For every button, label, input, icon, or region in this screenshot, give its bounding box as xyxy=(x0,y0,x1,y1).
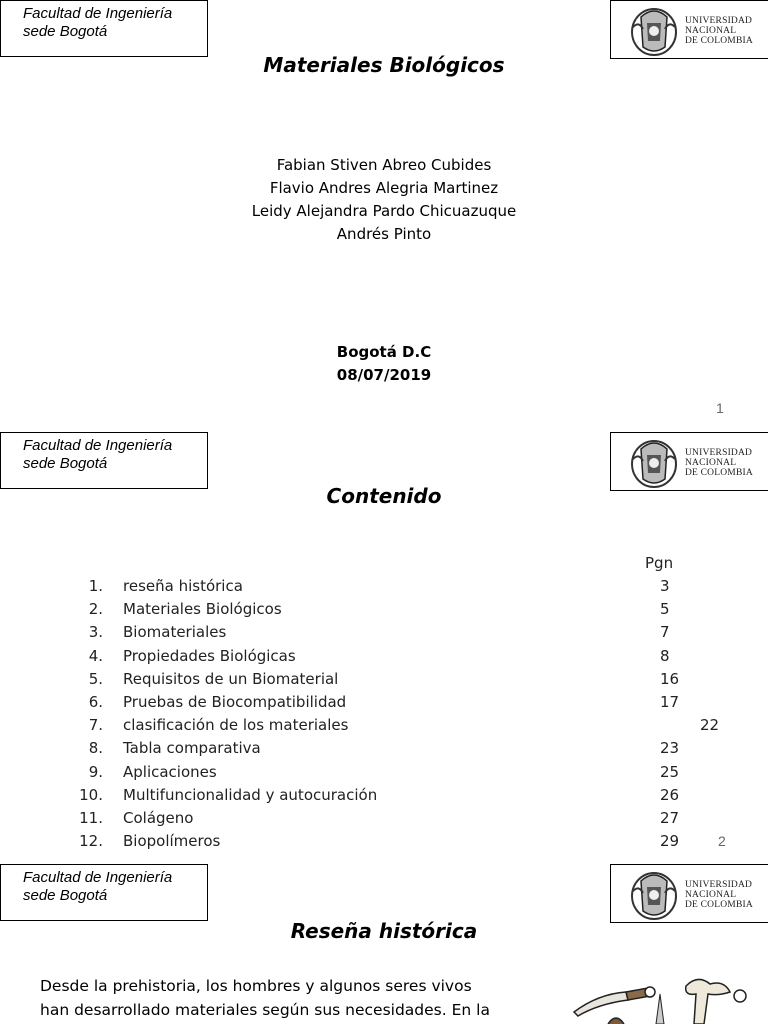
toc-label: Aplicaciones xyxy=(123,763,217,781)
author: Flavio Andres Alegria Martinez xyxy=(269,179,499,197)
slide-title: Contenido xyxy=(326,484,442,508)
toc-label: Requisitos de un Biomaterial xyxy=(123,670,339,688)
toc-number: 12. xyxy=(79,832,103,850)
logo-line1: UNIVERSIDAD xyxy=(685,448,753,458)
place: Bogotá D.C xyxy=(336,343,432,361)
logo-line2: NACIONAL xyxy=(685,26,737,36)
toc-page-header: Pgn xyxy=(645,554,674,572)
toc-label: Propiedades Biológicas xyxy=(123,647,296,665)
toc-number: 1. xyxy=(88,577,103,595)
toc-page: 26 xyxy=(660,786,680,804)
toc-row xyxy=(0,577,768,600)
toc-page: 22 xyxy=(700,716,720,734)
toc-number: 4. xyxy=(88,647,103,665)
toc-row xyxy=(0,693,768,716)
faculty-box xyxy=(0,0,208,57)
toc-label: Multifuncionalidad y autocuración xyxy=(123,786,378,804)
toc-number: 6. xyxy=(88,693,103,711)
slide-number: 1 xyxy=(716,400,724,416)
faculty-box xyxy=(0,432,208,489)
logo-line3: DE COLOMBIA xyxy=(685,468,753,478)
toc-page: 17 xyxy=(660,693,680,711)
faculty-line2: sede Bogotá xyxy=(23,23,108,40)
toc-label: Pruebas de Biocompatibilidad xyxy=(123,693,347,711)
toc-row xyxy=(0,739,768,762)
author: Andrés Pinto xyxy=(336,225,432,243)
university-seal-icon xyxy=(627,3,681,57)
logo-line2: NACIONAL xyxy=(685,458,737,468)
toc-page: 27 xyxy=(660,809,680,827)
author: Fabian Stiven Abreo Cubides xyxy=(276,156,492,174)
toc-label: Colágeno xyxy=(123,809,194,827)
faculty-line1: Facultad de Ingeniería xyxy=(23,5,173,22)
toc-row xyxy=(0,623,768,646)
slide-number: 2 xyxy=(718,833,726,849)
toc-label: Tabla comparativa xyxy=(123,739,261,757)
slide-title: Materiales Biológicos xyxy=(263,53,505,77)
logo-line3: DE COLOMBIA xyxy=(685,900,753,910)
toc-label: Biomateriales xyxy=(123,623,227,641)
intro-paragraph xyxy=(40,974,510,1022)
toc-label: reseña histórica xyxy=(123,577,243,595)
toc-number: 7. xyxy=(88,716,103,734)
toc-number: 9. xyxy=(88,763,103,781)
university-logo-box xyxy=(610,0,768,59)
toc-number: 8. xyxy=(88,739,103,757)
slide-title: Reseña histórica xyxy=(290,919,478,943)
slide-1 xyxy=(0,0,768,432)
toc-row xyxy=(0,716,768,739)
toc-page: 3 xyxy=(660,577,670,595)
toc-row xyxy=(0,670,768,693)
faculty-line1: Facultad de Ingeniería xyxy=(23,437,173,454)
toc-page: 25 xyxy=(660,763,680,781)
university-logo-box xyxy=(610,432,768,491)
author: Leidy Alejandra Pardo Chicuazuque xyxy=(251,202,517,220)
toc-page: 16 xyxy=(660,670,680,688)
slide-2 xyxy=(0,432,768,864)
toc-number: 2. xyxy=(88,600,103,618)
logo-line1: UNIVERSIDAD xyxy=(685,880,753,890)
toc-row xyxy=(0,809,768,832)
toc-label: clasificación de los materiales xyxy=(123,716,349,734)
faculty-line2: sede Bogotá xyxy=(23,455,108,472)
logo-line1: UNIVERSIDAD xyxy=(685,16,753,26)
logo-line2: NACIONAL xyxy=(685,890,737,900)
paragraph-line: Desde la prehistoria, los hombres y algunos seres vivos xyxy=(40,977,472,995)
faculty-line2: sede Bogotá xyxy=(23,887,108,904)
toc-number: 10. xyxy=(79,786,103,804)
faculty-box xyxy=(0,864,208,921)
toc-number: 5. xyxy=(88,670,103,688)
toc-label: Materiales Biológicos xyxy=(123,600,282,618)
toc-row xyxy=(0,786,768,809)
toc-page: 23 xyxy=(660,739,680,757)
faculty-line1: Facultad de Ingeniería xyxy=(23,869,173,886)
toc-row xyxy=(0,647,768,670)
date: 08/07/2019 xyxy=(336,366,432,384)
toc-number: 11. xyxy=(79,809,103,827)
university-seal-icon xyxy=(627,435,681,489)
prehistoric-tools-icon xyxy=(568,974,758,1024)
toc-page: 7 xyxy=(660,623,670,641)
paragraph-line: han desarrollado materiales según sus necesidades. En la xyxy=(40,1001,490,1019)
university-logo-box xyxy=(610,864,768,923)
toc-number: 3. xyxy=(88,623,103,641)
toc-row xyxy=(0,763,768,786)
university-seal-icon xyxy=(627,867,681,921)
toc-row xyxy=(0,832,768,855)
toc-label: Biopolímeros xyxy=(123,832,221,850)
toc-page: 29 xyxy=(660,832,680,850)
place-date xyxy=(0,341,768,387)
logo-line3: DE COLOMBIA xyxy=(685,36,753,46)
slide-3 xyxy=(0,864,768,1024)
author-list xyxy=(0,154,768,246)
toc-page: 5 xyxy=(660,600,670,618)
toc-row xyxy=(0,600,768,623)
toc-page: 8 xyxy=(660,647,670,665)
